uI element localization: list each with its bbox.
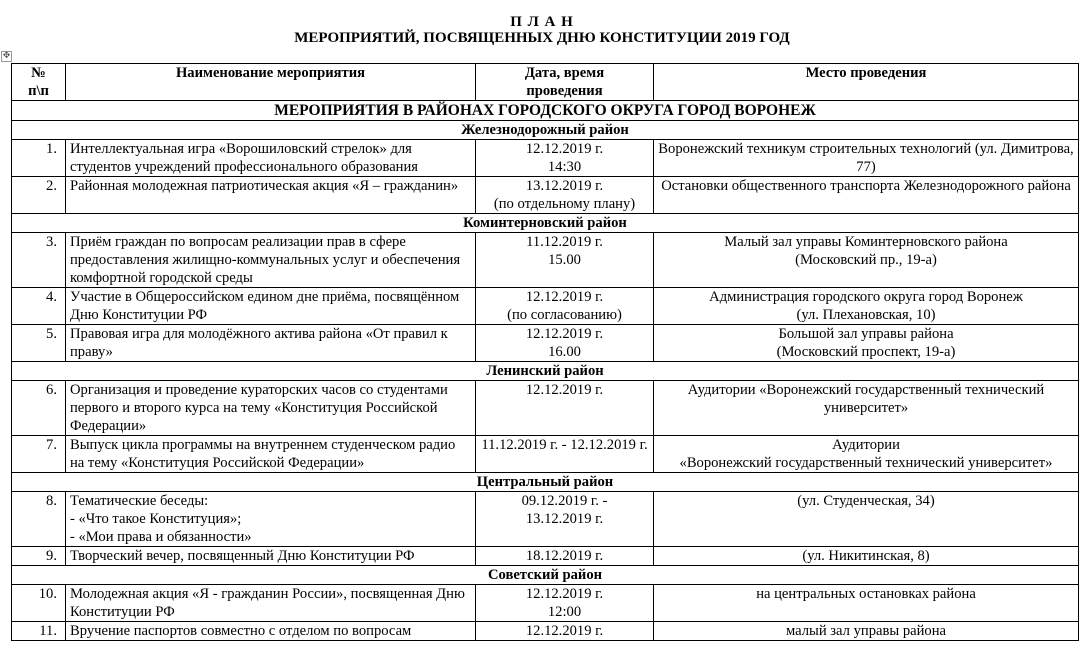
event-place: Остановки общественного транспорта Железнодорожного района	[654, 177, 1079, 214]
document-title: П Л А Н	[510, 14, 574, 30]
event-name: Вручение паспортов совместно с отделом по вопросам	[66, 622, 476, 641]
event-number: 6.	[12, 381, 66, 436]
header-num: № п\п	[12, 64, 66, 101]
event-place: Администрация городского округа город Воронеж (ул. Плехановская, 10)	[654, 288, 1079, 325]
document-subtitle: МЕРОПРИЯТИЙ, ПОСВЯЩЕННЫХ ДНЮ КОНСТИТУЦИИ 2019 ГОД	[294, 30, 790, 46]
event-row	[12, 622, 1079, 641]
event-date: 12.12.2019 г. 16.00	[476, 325, 654, 362]
event-number: 8.	[12, 492, 66, 547]
event-row	[12, 140, 1079, 177]
event-place: Воронежский техникум строительных технологий (ул. Димитрова, 77)	[654, 140, 1079, 177]
event-name: Районная молодежная патриотическая акция «Я – гражданин»	[66, 177, 476, 214]
event-place: малый зал управы района	[654, 622, 1079, 641]
district-row	[12, 121, 1079, 140]
event-date: 11.12.2019 г. 15.00	[476, 233, 654, 288]
event-name: Выпуск цикла программы на внутреннем студенческом радио на тему «Конституция Российской Федерации»	[66, 436, 476, 473]
event-number: 10.	[12, 585, 66, 622]
event-date: 13.12.2019 г. (по отдельному плану)	[476, 177, 654, 214]
event-row	[12, 436, 1079, 473]
event-date: 12.12.2019 г. 14:30	[476, 140, 654, 177]
district-title: Центральный район	[12, 473, 1079, 492]
event-place: Малый зал управы Коминтерновского района (Московский пр., 19-а)	[654, 233, 1079, 288]
header-name: Наименование мероприятия	[66, 64, 476, 101]
event-number: 5.	[12, 325, 66, 362]
event-place: на центральных остановках района	[654, 585, 1079, 622]
event-date: 12.12.2019 г.	[476, 381, 654, 436]
event-name: Тематические беседы: - «Что такое Конституция»; - «Мои права и обязанности»	[66, 492, 476, 547]
event-date: 09.12.2019 г. - 13.12.2019 г.	[476, 492, 654, 547]
district-title: Железнодорожный район	[12, 121, 1079, 140]
event-row	[12, 585, 1079, 622]
event-name: Правовая игра для молодёжного актива района «От правил к праву»	[66, 325, 476, 362]
district-row	[12, 473, 1079, 492]
event-row	[12, 381, 1079, 436]
table-move-handle-icon[interactable]: ✥	[2, 51, 11, 61]
event-number: 7.	[12, 436, 66, 473]
event-name: Интеллектуальная игра «Ворошиловский стрелок» для студентов учреждений профессионального образования	[66, 140, 476, 177]
event-name: Приём граждан по вопросам реализации прав в сфере предоставления жилищно-коммунальных услуг и обеспечения комфортной городской среды	[66, 233, 476, 288]
event-place: Аудитории «Воронежский государственный технический университет»	[654, 381, 1079, 436]
table-header-row	[12, 64, 1079, 101]
event-place: Аудитории «Воронежский государственный технический университет»	[654, 436, 1079, 473]
event-number: 2.	[12, 177, 66, 214]
event-name: Организация и проведение кураторских часов со студентами первого и второго курса на тему «Конституция Российской Федерации»	[66, 381, 476, 436]
district-title: Коминтерновский район	[12, 214, 1079, 233]
event-name: Молодежная акция «Я - гражданин России», посвященная Дню Конституции РФ	[66, 585, 476, 622]
section-row	[12, 101, 1079, 121]
event-row	[12, 492, 1079, 547]
event-number: 11.	[12, 622, 66, 641]
events-table	[11, 63, 1079, 641]
event-row	[12, 547, 1079, 566]
district-row	[12, 362, 1079, 381]
event-date: 18.12.2019 г.	[476, 547, 654, 566]
district-title: Советский район	[12, 566, 1079, 585]
event-name: Творческий вечер, посвященный Дню Конституции РФ	[66, 547, 476, 566]
header-place: Место проведения	[654, 64, 1079, 101]
district-row	[12, 214, 1079, 233]
event-date: 11.12.2019 г. - 12.12.2019 г.	[476, 436, 654, 473]
event-row	[12, 325, 1079, 362]
event-date: 12.12.2019 г. 12:00	[476, 585, 654, 622]
header-date: Дата, время проведения	[476, 64, 654, 101]
event-place: (ул. Студенческая, 34)	[654, 492, 1079, 547]
event-row	[12, 177, 1079, 214]
event-place: Большой зал управы района (Московский проспект, 19-а)	[654, 325, 1079, 362]
event-number: 3.	[12, 233, 66, 288]
event-date: 12.12.2019 г. (по согласованию)	[476, 288, 654, 325]
district-row	[12, 566, 1079, 585]
event-number: 9.	[12, 547, 66, 566]
event-number: 4.	[12, 288, 66, 325]
event-place: (ул. Никитинская, 8)	[654, 547, 1079, 566]
event-number: 1.	[12, 140, 66, 177]
event-row	[12, 288, 1079, 325]
event-date: 12.12.2019 г.	[476, 622, 654, 641]
event-row	[12, 233, 1079, 288]
event-name: Участие в Общероссийском едином дне приёма, посвящённом Дню Конституции РФ	[66, 288, 476, 325]
section-title: МЕРОПРИЯТИЯ В РАЙОНАХ ГОРОДСКОГО ОКРУГА ГОРОД ВОРОНЕЖ	[12, 101, 1079, 121]
district-title: Ленинский район	[12, 362, 1079, 381]
